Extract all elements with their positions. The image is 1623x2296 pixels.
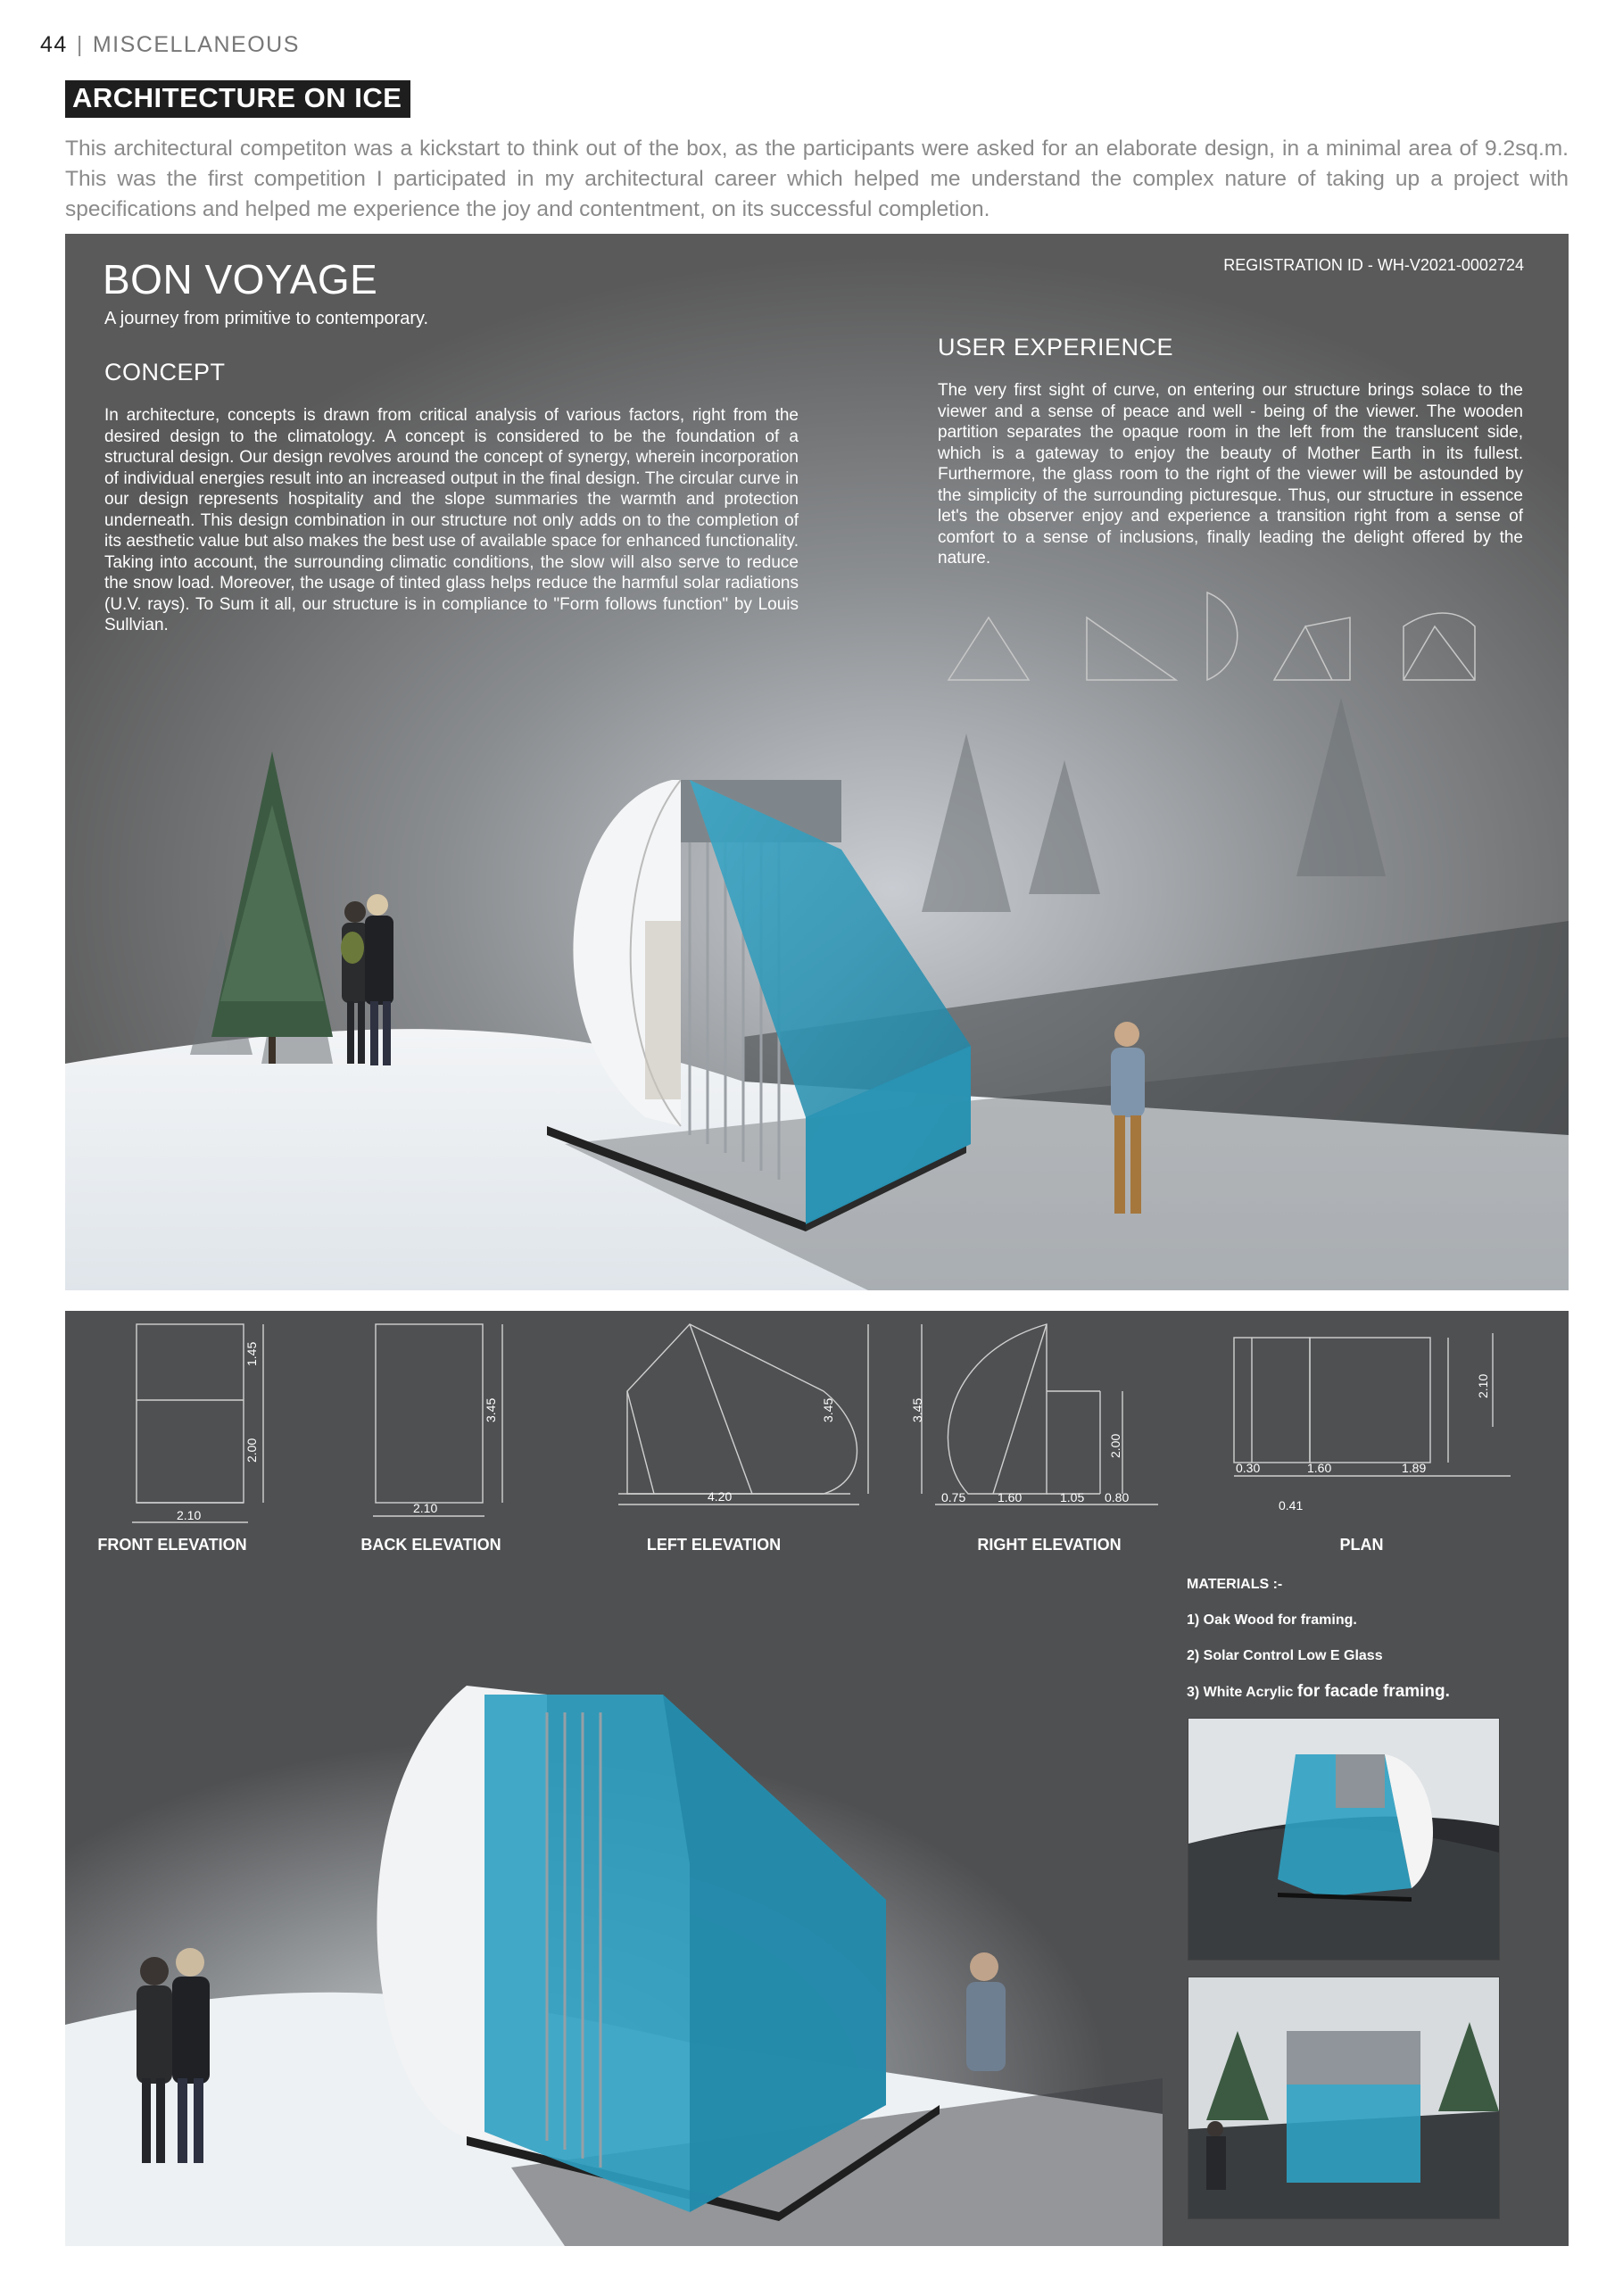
right-elevation-label: RIGHT ELEVATION [977,1536,1122,1554]
page-header [40,32,300,58]
header-separator: | [76,32,84,57]
plan-dim-3: 1.60 [1307,1461,1332,1475]
material-item-2: 2) Solar Control Low E Glass [1187,1648,1383,1663]
concept-heading: CONCEPT [104,359,226,385]
user-experience-heading: USER EXPERIENCE [938,334,1174,361]
material-item-3: 3) White Acrylic for facade framing. [1187,1682,1450,1701]
right-dim-1: 3.45 [910,1397,924,1422]
registration-id: REGISTRATION ID - WH-V2021-0002724 [1223,256,1524,274]
front-dim-1: 1.45 [244,1341,259,1366]
right-dim-2: 2.00 [1108,1433,1122,1458]
plan-label: PLAN [1339,1536,1384,1554]
right-dim-5: 1.05 [1060,1490,1085,1504]
user-experience-text: The very first sight of curve, on entering our structure brings solace to the viewer and a sense of peace and well - being of the viewer. The wooden partition separates the opaque room in the left from the translucent side, which is a gateway to enjoy the beauty of Mother Earth in its fullest. Furthermore, the glass room to the right of the viewer will be astounded by the simplicity of the surrounding picturesque. Thus, our structure in essence let's the observer enjoy and experience a transition right from a sense of comfort to a sense of inclusions, finally leading the delight offered by the nature. [938,381,1523,568]
right-dim-6: 0.80 [1105,1490,1130,1504]
project-title: ARCHITECTURE ON ICE [65,80,410,118]
materials-list [1187,1567,1450,1711]
front-elevation-label: FRONT ELEVATION [97,1536,247,1554]
back-elevation-label: BACK ELEVATION [360,1536,501,1554]
plan-dim-5: 0.41 [1279,1498,1304,1513]
plan-dim-4: 1.89 [1402,1461,1427,1475]
thumbnail-render-1 [1188,1718,1500,1960]
concept-text: In architecture, concepts is drawn from critical analysis of various factors, right from the desired design to the climatology. A concept is considered to be the foundation of a structural design. Our design revolves around the concept of synergy, wherein incorporation of individual energies result into an increased output in the final design. The circular curve in our design represents hospitality and the slope summaries the warmth and protection underneath. This design combination in our structure not only adds on to the completion of its aesthetic value but also makes the best use of available space for enhanced functionality. Taking into account, the surrounding climatic conditions, the slow will also serve to reduce the snow load. Moreover, the usage of tinted glass helps reduce the harmful solar radiations (U.V. rays). To Sum it all, our structure is in compliance to "Form follows function" by Louis Sullvian. [104,406,799,634]
front-dim-3: 2.10 [177,1508,202,1522]
plan-dim-1: 2.10 [1476,1373,1490,1398]
back-dim-2: 2.10 [413,1501,438,1515]
sheet-bon-voyage [65,234,1569,1290]
plan-dim-2: 0.30 [1236,1461,1261,1475]
section-name: MISCELLANEOUS [92,32,300,57]
thumbnail-render-2 [1188,1977,1500,2219]
page-number: 44 [40,32,68,57]
materials-heading: MATERIALS :- [1187,1577,1283,1592]
sheet-title: BON VOYAGE [103,256,378,303]
left-elevation-label: LEFT ELEVATION [646,1536,782,1554]
front-dim-2: 2.00 [244,1438,259,1463]
left-dim-2: 4.20 [708,1489,733,1504]
back-dim-1: 3.45 [484,1397,498,1422]
right-dim-4: 1.60 [998,1490,1023,1504]
right-dim-3: 0.75 [941,1490,966,1504]
sheet-drawings [65,1311,1569,2246]
intro-paragraph: This architectural competiton was a kickstart to think out of the box, as the participants were asked for an elaborate design, in a minimal area of 9.2sq.m. This was the first competition I participated in my architectural career which helped me understand the complex nature of taking up a project with specifications and helped me experience the joy and contentment, on its successful completion. [65,137,1569,221]
left-dim-1: 3.45 [821,1397,835,1422]
material-item-1: 1) Oak Wood for framing. [1187,1612,1357,1628]
sheet-subtitle: A journey from primitive to contemporary. [104,309,429,328]
